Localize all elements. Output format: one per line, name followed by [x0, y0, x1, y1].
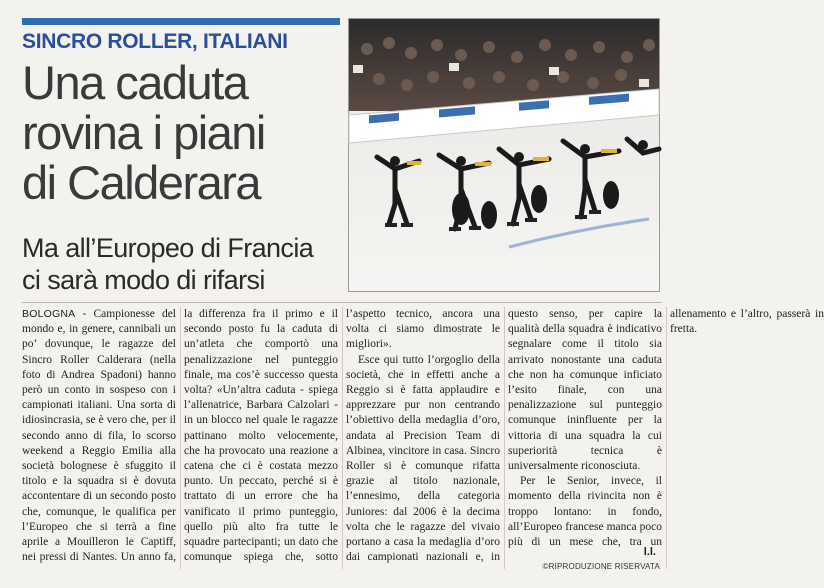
column-top-rule	[22, 302, 662, 303]
section-color-bar	[22, 18, 340, 25]
headline-line: rovina i piani	[22, 106, 265, 159]
team-photo-illustration	[349, 19, 659, 291]
article-paragraph: Esce qui tutto l’orgoglio della società, che in effetti anche a Reggio si è fatta applaudire e apprezzare pur non centrando l’obiettivo della medaglia d’oro, andata al Precision Team di Albinea, vincitore in casa. Sincro Roller si è comunque rifatta grazie al titolo nazionale, l’ennesimo, della categoria Juniores: dal 2006 è la decima volta che le ragazze del vivaio portano a casa la medaglia d’oro dai campionati nazionali e, in questo senso, per capire la qualità della squadra è indicativo segnalare come il titolo sia arrivato nonostante una caduta che non ha comunque inficiato l’esito finale, con una penalizzazione sul punteggio comunque ininfluente per la vittoria di una squadra la cui superiorità tecnica è universalmente riconosciuta.	[346, 308, 662, 564]
headline-line: di Calderara	[22, 156, 261, 209]
author-signature: l.l.	[643, 546, 656, 558]
copyright-notice: ©RIPRODUZIONE RISERVATA	[542, 562, 660, 571]
paragraph-text: - Campionesse del mondo e, in genere, cannibali un po’ dovunque, le ragazze del Sincro Roller Calderara (nella foto di Andrea Spadoni) hanno però un conto in sospeso con i campionati italiani. Una sorta di idiosincrasia, se è vero che, per il secondo anno di fila, lo scorso weekend a Reggio Emilia alla società bolognese è sfuggito il titolo e la squadra si è dovuta accontentare di un secondo posto che, comunque, le qualifica per l’Europeo che si terrà a fine aprile a Mouilleron le Captiff, nei pressi di Nantes. Un anno fa, la differenza fra il primo e il secondo posto fu la caduta di un’atleta che comportò una penalizzazione nel punteggio finale, ma cos’è successo questa volta? «Un’altra caduta - spiega l’allenatrice, Barbara Calzolari - in un blocco nel quale le ragazze pattinano molto velocemente, che ha provocato una reazione a catena che ci è costata mezzo punto. Un peccato, perché si è trattato di un errore che ha vanificato il primo punteggio, quello più alto fra tutte le squadre partecipanti; un dato che comunque spiega che, sotto l’aspetto tecnico, ancora una volta ci siamo dimostrate le migliori».	[22, 308, 500, 564]
team-photo	[348, 18, 660, 292]
section-kicker: SINCRO ROLLER, ITALIANI	[22, 30, 288, 53]
subheadline-line: Ma all’Europeo di Francia	[22, 233, 314, 263]
headline-line: Una caduta	[22, 56, 248, 109]
dateline: BOLOGNA	[22, 308, 76, 320]
article-paragraph: Per le Senior, invece, il momento della rivincita non è troppo lontano: in fondo, all’Europeo francese manca poco più di un mese che, tra un allenamento e l’altro, passerà in fretta.	[508, 308, 824, 549]
article-body	[22, 307, 824, 569]
subheadline	[22, 232, 342, 296]
subheadline-line: ci sarà modo di rifarsi	[22, 265, 265, 295]
headline	[22, 58, 342, 208]
